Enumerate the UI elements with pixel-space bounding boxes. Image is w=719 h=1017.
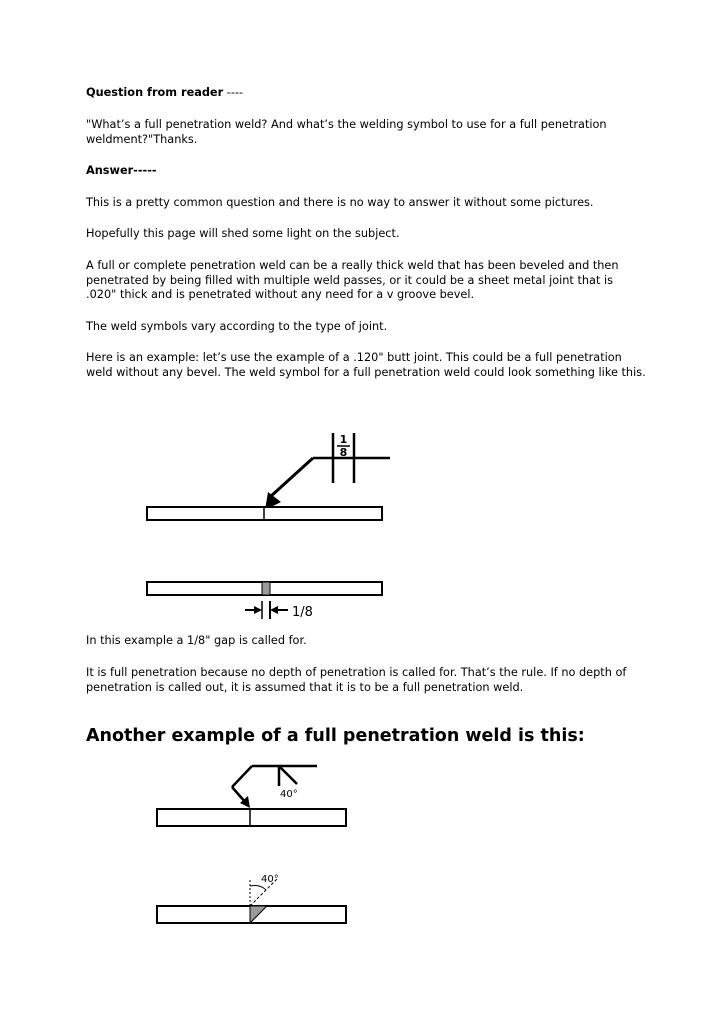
paragraph-rule: It is full penetration because no depth of penetration is called for. That’s the rule. If no depth of penetration is called out, it is assumed that it is to be a full penetration weld.	[86, 666, 627, 694]
angle-label: 40°	[280, 789, 298, 800]
angle-arc	[250, 886, 266, 891]
section-heading: Another example of a full penetration weld is this:	[86, 726, 585, 746]
fraction-bottom: 8	[339, 446, 348, 459]
gap-label: 1/8	[292, 605, 313, 620]
paragraph-3: A full or complete penetration weld can be a really thick weld that has been beveled and then penetrated by being filled with multiple weld passes, or it could be a sheet metal joint that is .020" thick and is penetrated without any need for a v groove bevel.	[86, 259, 619, 302]
leader-segment-1	[232, 766, 252, 787]
dim-arrowhead-right	[270, 606, 278, 614]
paragraph-gap: In this example a 1/8" gap is called for.	[86, 634, 307, 647]
question-label: Question from reader	[86, 86, 224, 99]
angle-label-lower: 40°	[261, 874, 279, 885]
plate-joint-top-2	[157, 809, 346, 826]
paragraph-1: This is a pretty common question and there is no way to answer it without some pictures.	[86, 196, 594, 209]
weld-symbol-diagram-1	[144, 425, 404, 625]
paragraph-4: The weld symbols vary according to the type of joint.	[86, 320, 388, 333]
weld-symbol-diagram-2	[156, 760, 356, 930]
question-dashes: ----	[223, 86, 244, 99]
paragraph-5: Here is an example: let’s use the example of a .120" butt joint. This could be a full penetration weld without any bevel. The weld symbol for a full penetration weld could look something like this.	[86, 351, 646, 379]
bevel-symbol-diagonal	[279, 766, 297, 784]
paragraph-2: Hopefully this page will shed some light on the subject.	[86, 227, 400, 240]
arrow-leader	[270, 458, 313, 497]
root-gap	[262, 582, 270, 595]
question-text: "What’s a full penetration weld? And what’s the welding symbol to use for a full penetration weldment?"Thanks.	[86, 118, 607, 146]
answer-label: Answer-----	[86, 164, 157, 177]
dim-arrowhead-left	[254, 606, 262, 614]
fraction-top: 1	[339, 433, 348, 446]
question-line	[86, 86, 646, 101]
